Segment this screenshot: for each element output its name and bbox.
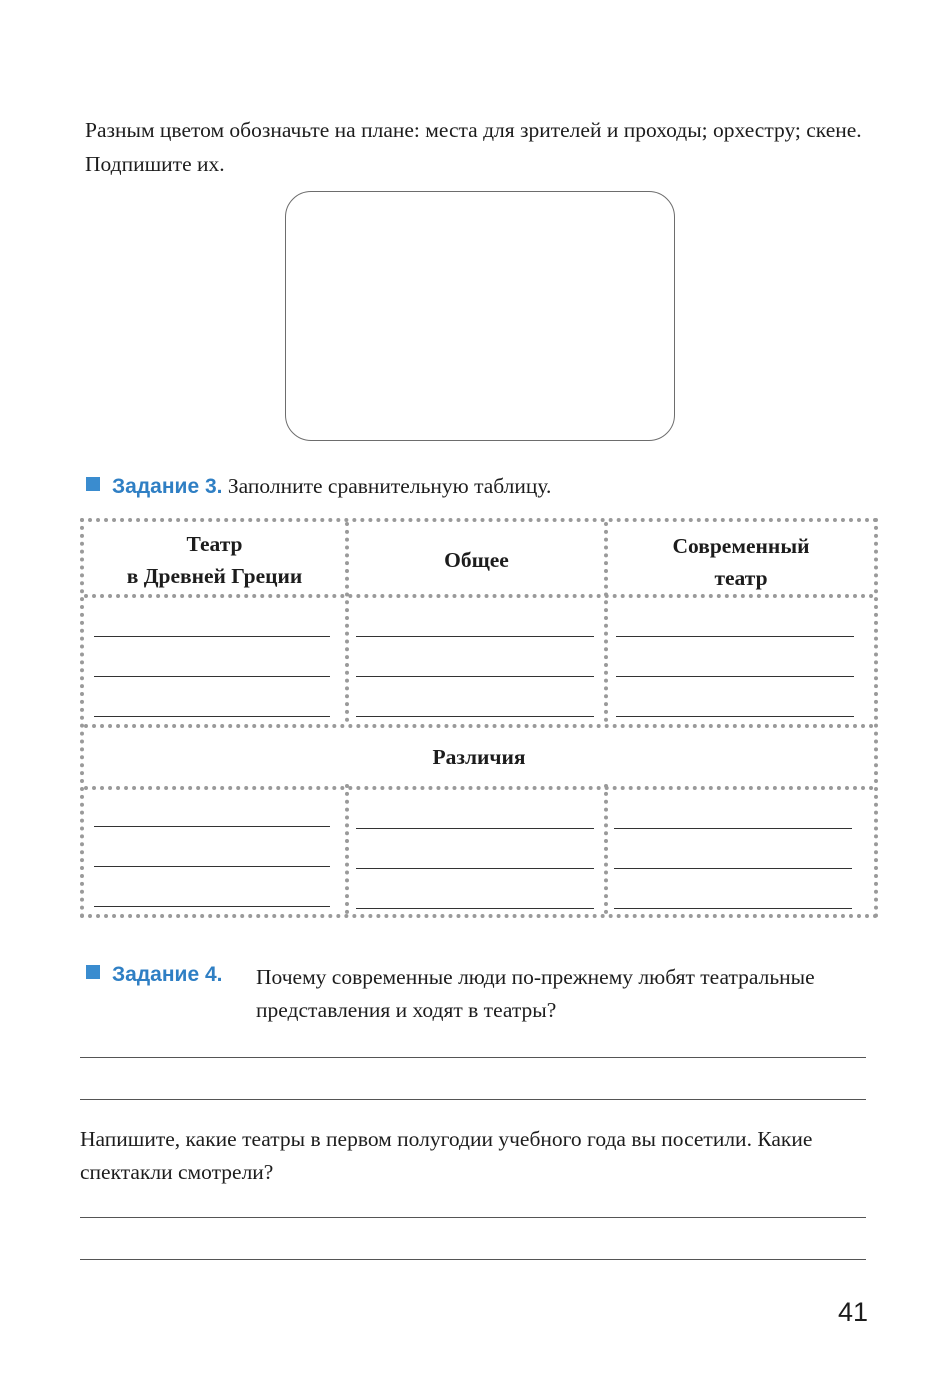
answer-line[interactable] <box>356 636 594 637</box>
answer-line[interactable] <box>94 636 330 637</box>
answer-line[interactable] <box>614 908 852 909</box>
task4-heading <box>86 958 246 991</box>
answer-line[interactable] <box>94 866 330 867</box>
page-number: 41 <box>838 1297 869 1327</box>
answer-line[interactable] <box>356 908 594 909</box>
task-square-icon <box>86 965 100 979</box>
answer-line[interactable] <box>80 1259 866 1260</box>
answer-line[interactable] <box>94 716 330 717</box>
table-divider <box>84 786 874 790</box>
answer-line[interactable] <box>356 828 594 829</box>
answer-line[interactable] <box>616 676 854 677</box>
answer-line[interactable] <box>356 676 594 677</box>
answer-line[interactable] <box>80 1217 866 1218</box>
task3-text: Заполните сравнительную таблицу. <box>227 474 552 498</box>
task3-label: Задание 3. <box>112 475 223 498</box>
answer-line[interactable] <box>616 636 854 637</box>
task-square-icon <box>86 477 100 491</box>
answer-line[interactable] <box>80 1099 866 1100</box>
differences-header: Различия <box>432 745 526 769</box>
table-divider <box>345 784 349 914</box>
col-header-ancient-greece: Театр в Древней Греции <box>126 532 303 588</box>
answer-line[interactable] <box>94 826 330 827</box>
answer-line[interactable] <box>80 1057 866 1058</box>
plan-drawing-box[interactable] <box>285 191 675 441</box>
answer-line[interactable] <box>614 828 852 829</box>
answer-line[interactable] <box>356 868 594 869</box>
answer-line[interactable] <box>94 676 330 677</box>
col-header-modern-theatre: Современный театр <box>672 534 810 590</box>
intro-instruction: Разным цветом обозначьте на плане: места для зрителей и проходы; орхестру; скене. Подпишите их. <box>85 118 862 176</box>
answer-line[interactable] <box>616 716 854 717</box>
task3-heading <box>86 470 886 503</box>
answer-line[interactable] <box>356 716 594 717</box>
comparison-table <box>80 518 878 918</box>
col-header-common: Общее <box>444 548 509 572</box>
task4-label: Задание 4. <box>112 963 223 986</box>
answer-line[interactable] <box>94 906 330 907</box>
answer-line[interactable] <box>614 868 852 869</box>
followup-question: Напишите, какие театры в первом полугодии учебного года вы посетили. Какие спектакли смотрели? <box>80 1127 813 1184</box>
table-divider <box>604 784 608 914</box>
table-divider <box>84 724 874 728</box>
task4-question: Почему современные люди по-прежнему любят театральные представления и ходят в театры? <box>256 965 815 1022</box>
table-divider <box>84 594 874 598</box>
